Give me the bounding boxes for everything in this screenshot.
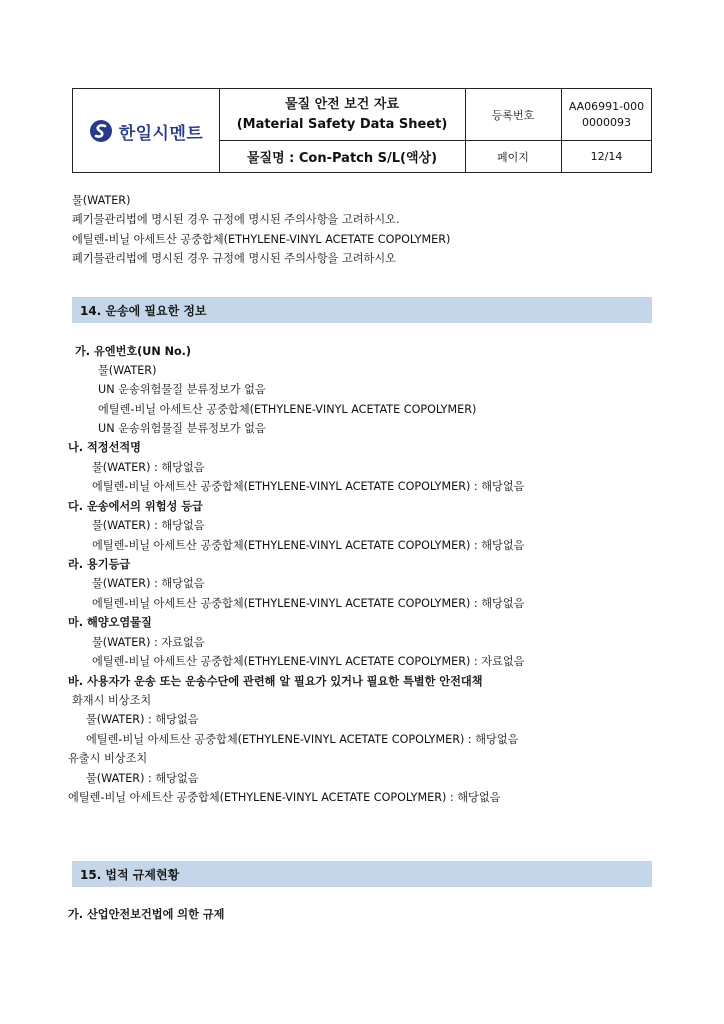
- list-item: 에틸렌-비닐 아세트산 공중합체(ETHYLENE-VINYL ACETATE COPOLYMER) : 해당없음: [86, 733, 519, 746]
- title-korean: 물질 안전 보건 자료: [284, 96, 400, 112]
- page-number: 12/14: [590, 150, 623, 163]
- list-item: 물(WATER) : 자료없음: [92, 636, 205, 649]
- subsection-title: 다. 운송에서의 위험성 등급: [68, 500, 203, 513]
- list-item: 물(WATER) : 해당없음: [92, 519, 205, 532]
- document-header: [72, 88, 652, 173]
- list-item: 물(WATER) : 해당없음: [86, 713, 199, 726]
- intro-line: 폐기물관리법에 명시된 경우 규정에 명시된 주의사항을 고려하시오.: [72, 213, 400, 226]
- subsection-title: 바. 사용자가 운송 또는 운송수단에 관련해 알 필요가 있거나 필요한 특별한 안전대책: [68, 675, 483, 688]
- list-item: 물(WATER) : 해당없음: [92, 461, 205, 474]
- document-title: [219, 89, 465, 140]
- subsection-title: 가. 유엔번호(UN No.): [75, 345, 192, 358]
- registration-number-line2: 0000093: [582, 115, 631, 129]
- subsection-title: 라. 용기등급: [68, 558, 131, 571]
- subsection-title: 가. 산업안전보건법에 의한 규제: [68, 908, 225, 921]
- list-item: 물(WATER) : 해당없음: [86, 772, 199, 785]
- page-label: 페이지: [497, 150, 529, 164]
- list-item: 물(WATER) : 해당없음: [92, 577, 205, 590]
- registration-label: 등록번호: [491, 108, 535, 122]
- subsection-title: 나. 적정선적명: [68, 441, 141, 454]
- list-item: UN 운송위험물질 분류정보가 없음: [98, 422, 266, 435]
- section-15-header: 15. 법적 규제현황: [72, 861, 652, 887]
- intro-line: 에틸렌-비닐 아세트산 공중합체(ETHYLENE-VINYL ACETATE COPOLYMER): [72, 233, 451, 246]
- intro-line: 폐기물관리법에 명시된 경우 규정에 명시된 주의사항을 고려하시오: [72, 252, 396, 265]
- list-item: 에틸렌-비닐 아세트산 공중합체(ETHYLENE-VINYL ACETATE COPOLYMER) : 해당없음: [92, 597, 525, 610]
- list-item: 에틸렌-비닐 아세트산 공중합체(ETHYLENE-VINYL ACETATE COPOLYMER): [98, 403, 477, 416]
- intro-line: 물(WATER): [72, 194, 131, 207]
- subsection-title: 마. 해양오염물질: [68, 616, 152, 629]
- list-item: UN 운송위험물질 분류정보가 없음: [98, 383, 266, 396]
- company-emblem-icon: [89, 119, 113, 143]
- title-english: (Material Safety Data Sheet): [236, 116, 448, 132]
- company-logo: [73, 89, 219, 173]
- sub-heading: 유출시 비상조치: [68, 752, 148, 765]
- company-name: 한일시멘트: [118, 123, 204, 144]
- registration-number-line1: AA06991-000: [568, 99, 645, 113]
- list-item: 에틸렌-비닐 아세트산 공중합체(ETHYLENE-VINYL ACETATE COPOLYMER) : 자료없음: [92, 655, 525, 668]
- sub-heading: 화재시 비상조치: [72, 694, 152, 707]
- list-item: 에틸렌-비닐 아세트산 공중합체(ETHYLENE-VINYL ACETATE COPOLYMER) : 해당없음: [92, 480, 525, 493]
- section-14-header: 14. 운송에 필요한 정보: [72, 297, 652, 323]
- product-name: 물질명 : Con-Patch S/L(액상): [246, 151, 438, 166]
- registration-number: [561, 89, 652, 140]
- list-item: 에틸렌-비닐 아세트산 공중합체(ETHYLENE-VINYL ACETATE COPOLYMER) : 해당없음: [92, 539, 525, 552]
- list-item: 에틸렌-비닐 아세트산 공중합체(ETHYLENE-VINYL ACETATE COPOLYMER) : 해당없음: [68, 791, 501, 804]
- list-item: 물(WATER): [98, 364, 157, 377]
